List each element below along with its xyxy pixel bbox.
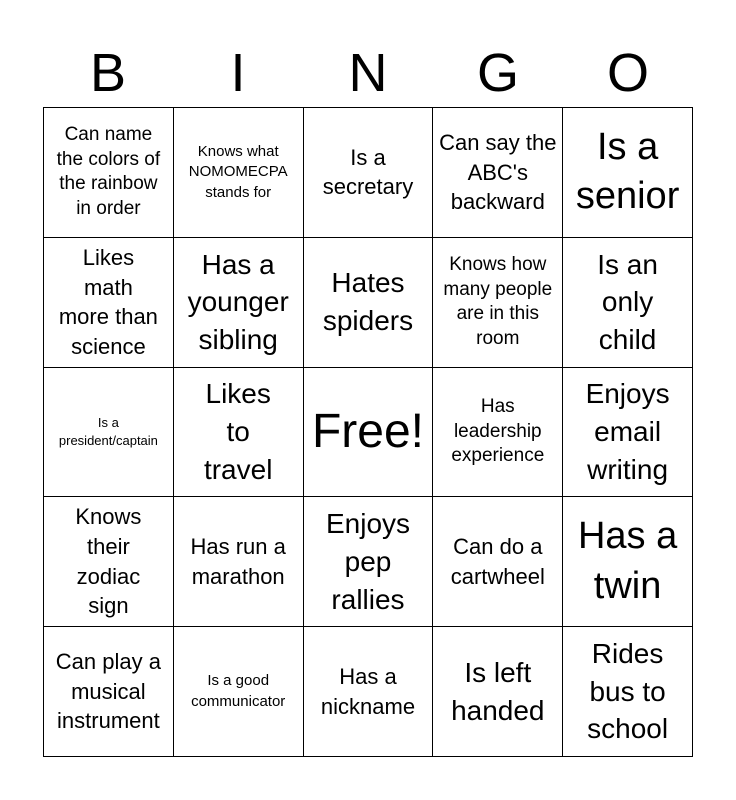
cell-text: Is an only child: [597, 248, 658, 356]
bingo-cell[interactable]: [433, 108, 563, 238]
cell-text: Is left handed: [451, 656, 545, 726]
cell-text: Likes to travel: [203, 378, 273, 485]
bingo-cell[interactable]: [304, 108, 434, 238]
cell-text: Hates spiders: [322, 267, 414, 337]
bingo-cell[interactable]: [44, 108, 174, 238]
bingo-cell[interactable]: [433, 368, 563, 498]
free-space: Free!: [311, 405, 424, 459]
cell-text: Knows how many people are in this room: [443, 253, 553, 349]
cell-text: Can do a cartwheel: [450, 534, 545, 589]
cell-text: Knows their zodiac sign: [75, 504, 142, 619]
bingo-cell[interactable]: [563, 497, 693, 627]
header-letter-b: B: [89, 43, 127, 103]
cell-text: Is a president/captain: [58, 415, 158, 448]
cell-text: Has a nickname: [320, 663, 416, 719]
bingo-cell[interactable]: [44, 238, 174, 368]
bingo-cell[interactable]: [44, 368, 174, 498]
bingo-header: [43, 40, 693, 106]
cell-text: Can play a musical instrument: [55, 649, 161, 734]
header-letter-i: I: [230, 43, 246, 103]
bingo-cell[interactable]: [44, 497, 174, 627]
header-letter-n: N: [348, 43, 388, 103]
bingo-cell[interactable]: [304, 238, 434, 368]
bingo-cell[interactable]: [433, 497, 563, 627]
bingo-board: [43, 107, 693, 757]
bingo-cell[interactable]: [174, 368, 304, 498]
bingo-cell[interactable]: [563, 368, 693, 498]
cell-text: Enjoys email writing: [585, 378, 670, 485]
bingo-cell[interactable]: [304, 368, 434, 498]
bingo-cell[interactable]: [563, 238, 693, 368]
bingo-cell[interactable]: [44, 627, 174, 757]
bingo-cell[interactable]: [304, 497, 434, 627]
cell-text: Is a secretary: [322, 144, 414, 200]
bingo-cell[interactable]: [174, 627, 304, 757]
cell-text: Has leadership experience: [451, 395, 545, 467]
cell-text: Can say the ABC's backward: [439, 129, 557, 215]
bingo-cell[interactable]: [174, 497, 304, 627]
header-letter-o: O: [606, 43, 649, 103]
bingo-cell[interactable]: [563, 627, 693, 757]
cell-text: Knows what NOMOMECPA stands for: [188, 143, 288, 201]
bingo-cell[interactable]: [433, 627, 563, 757]
cell-text: Has a twin: [577, 515, 678, 607]
bingo-cell[interactable]: [174, 108, 304, 238]
cell-text: Likes math more than science: [58, 244, 158, 359]
cell-text: Has run a marathon: [190, 534, 286, 589]
cell-text: Can name the colors of the rainbow in order: [56, 124, 161, 220]
bingo-cell[interactable]: [563, 108, 693, 238]
bingo-cell[interactable]: [174, 238, 304, 368]
cell-text: Enjoys pep rallies: [325, 508, 411, 615]
header-letter-g: G: [476, 43, 519, 103]
cell-text: Has a younger sibling: [187, 248, 289, 356]
cell-text: Rides bus to school: [587, 637, 669, 745]
cell-text: Is a senior: [575, 126, 680, 218]
bingo-cell[interactable]: [433, 238, 563, 368]
bingo-cell[interactable]: [304, 627, 434, 757]
cell-text: Is a good communicator: [191, 672, 286, 710]
